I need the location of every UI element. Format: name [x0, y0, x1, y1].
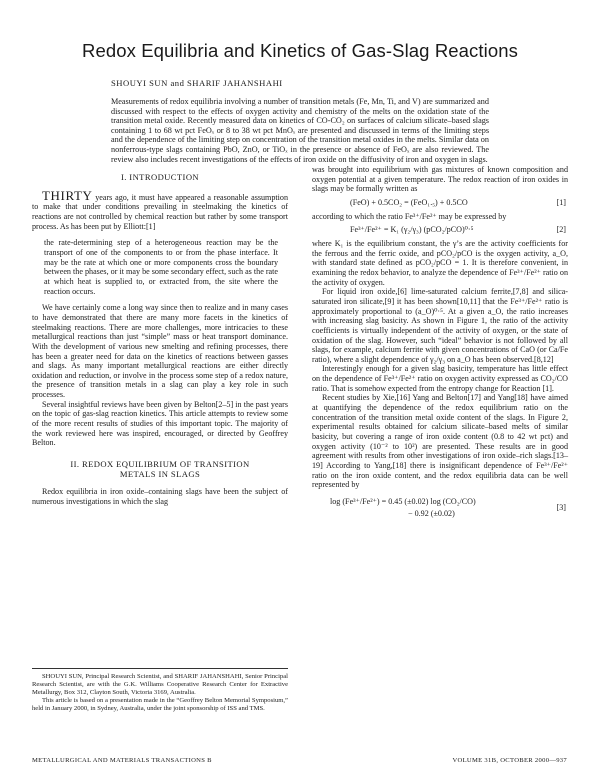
intro-paragraph-1 — [32, 187, 288, 232]
equation-3 — [312, 496, 568, 520]
article-title: Redox Equilibria and Kinetics of Gas-Slag Reactions — [82, 40, 518, 61]
equation-1 — [312, 198, 568, 208]
equation-2-number: [2] — [556, 225, 566, 235]
equation-3-number: [3] — [556, 503, 566, 512]
equation-1-number: [1] — [556, 197, 566, 207]
equation-2-expression: Fe³⁺/Fe²⁺ = K₁ (γ₂/γ₃) (pCO₂/pCO)⁰·⁵ — [350, 225, 474, 235]
footnote-presentation: This article is based on a presentation made in the “Geoffrey Belton Memorial Symposium,” held in January 2000, in Sydney, Australia, under the joint sponsorship of ISS and TMS. — [32, 696, 288, 712]
intro-paragraph-2: We have certainly come a long way since then to realize and in many cases to have demonstrated that there are many more facets in the kinetics of steelmaking reactions. There are more challenges, more intricacies to these metallurgical reactions than just “simple” mass or heat transport dominance. With the development of various new smelting and refining processes, there has been a greater need for data on the kinetics of reactions between gasses and slags. As many important metallurgical reactions are either directly oxidation and reduction, or involve in the process some step of a redox nature, the presence of transition metals in a slag can play a key role in such processes. — [32, 303, 288, 400]
right-paragraph-1: was brought into equilibrium with gas mixtures of known composition and oxygen potential at a given temperature. The redox reaction of iron oxides in slags may be formally written as — [312, 165, 568, 194]
elliott-quote: the rate-determining step of a heterogeneous reaction may be the transport of one of the components to or from the phase interface. It may be the rate at which one or more components cross the boundary between the phases, or it may be some secondary effect, such as the rate at which heat is supplied to, or extracted from, the site where the reaction occurs. — [44, 238, 278, 296]
author-line: SHOUYI SUN and SHARIF JAHANSHAHI — [111, 78, 283, 88]
equation-3-line-1: log (Fe³⁺/Fe²⁺) = 0.45 (±0.02) log (CO₂/CO) — [330, 497, 476, 506]
author-footnote — [32, 673, 288, 713]
right-paragraph-3: where K₁ is the equilibrium constant, the γ’s are the activity coefficients for the ferrous and the ferric oxide, and pCO₂/pCO is the oxygen activity, a_O, with standard state defined as pCO₂/pCO = 1. It is therefore convenient, in examining the redox behavior, to analyze the dependence of Fe³⁺/Fe²⁺ ratio on the activity of oxygen. — [312, 238, 568, 287]
section-heading-redox-2: METALS IN SLAGS — [119, 468, 201, 479]
right-paragraph-4: For liquid iron oxide,[6] lime-saturated calcium ferrite,[7,8] and silica-saturated iron silicate,[9] it has been shown[10,11] that the Fe³⁺/Fe²⁺ ratio is approximately proportional to (a_O)⁰·⁵. At a given a_O, the ratio increases with increasing slag basicity. As shown in Figure 1, the ratio of the activity coefficients is virtually independent of the activity of oxygen, or the state of oxidation of the slag. However, such “ideal” behavior is not followed by all slags, for example, calcium ferrite with given concentrations of CaO (or Ca/Fe ratio), where a slight dependence of γ₂/γ₃ on a_O has been observed.[8,12] — [312, 287, 568, 364]
volume-page-footer: VOLUME 31B, OCTOBER 2000—937 — [452, 757, 567, 764]
left-column — [32, 173, 288, 711]
redox-paragraph-1: Redox equilibria in iron oxide–containing slags have been the subject of numerous investigations in which the slag — [32, 487, 288, 507]
intro-paragraph-1-text: years ago, it must have appeared a reasonable assumption to make that under conditions prevailing in steelmaking the kinetics of reactions are not controlled by chemical reaction but rather by some transport process. As has been put by Elliott:[1] — [32, 192, 288, 231]
right-paragraph-5: Interestingly enough for a given slag basicity, temperature has little effect on the dependence of Fe³⁺/Fe²⁺ ratio on oxygen activity expressed as CO₂/CO ratio. That is somehow expected from the entropy change for Reaction [1]. — [312, 364, 568, 393]
right-column — [312, 165, 568, 520]
right-paragraph-2: according to which the ratio Fe³⁺/Fe²⁺ may be expressed by — [312, 211, 507, 221]
footnote-divider — [32, 668, 288, 669]
equation-2 — [312, 225, 568, 235]
right-paragraph-6: Recent studies by Xie,[16] Yang and Belton[17] and Yang[18] have aimed at quantifying the dependence of the redox equilibrium ratio on the concentration of the transition metal oxide content of the slags. In Figure 2, experimental results obtained for calcium silicate–based melts of similar basicity, but covering a range of iron oxide content (0.8 to 42 wt pct) and oxygen activity (10⁻² to 10²) are presented. These results are in good agreement with results from other investigations of iron oxide–rich slags.[13–19] According to Yang,[18] there is insignificant dependence of Fe³⁺/Fe²⁺ ratio on the iron oxide content, and the redox equilibria data can be well represented by — [312, 393, 568, 490]
dropcap-word: THIRTY — [42, 187, 93, 203]
intro-paragraph-3: Several insightful reviews have been given by Belton[2–5] in the past years on the topic of gas-slag reaction kinetics. This article attempts to review some of the more recent results of studies of this important topic. The majority of the work reviewed here was inspired, encouraged, or directed by Geoffrey Belton. — [32, 399, 288, 448]
section-heading-introduction: I. INTRODUCTION — [120, 172, 200, 182]
equation-3-line-2: − 0.92 (±0.02) — [408, 509, 455, 518]
section-heading-redox-1: II. REDOX EQUILIBRIUM OF TRANSITION — [70, 459, 250, 470]
equation-1-expression: (FeO) + 0.5CO₂ = (FeO₁.₅) + 0.5CO — [350, 197, 468, 207]
abstract: Measurements of redox equilibria involving a number of transition metals (Fe, Mn, Ti, and V) are summarized and discussed with respect to the effects of oxygen activity and chemistry of the melts on the oxidation state of the transition metal oxide. Recently measured data on kinetics of CO-CO₂ on surfaces of calcium silicate–based slags containing 1 to 68 wt pct FeOₓ or 8 to 38 wt pct MnOₓ are presented and discussed in terms of the limiting steps and the dependence of the limiting step on concentration of the transition metal oxides in the melts. Similar data on nonferrous-type slags containing PbO, ZnO, or TiOₓ in the presence or absence of FeOₓ are also reviewed. The review also includes recent investigations of the effects of iron oxide on the diffusivity of iron and oxygen in slags. — [111, 97, 489, 164]
journal-name-footer: METALLURGICAL AND MATERIALS TRANSACTIONS B — [32, 757, 212, 764]
footnote-affiliation: SHOUYI SUN, Principal Research Scientist, and SHARIF JAHANSHAHI, Senior Principal Research Scientist, are with the G.K. Williams Cooperative Research Center for Extractive Metallurgy, Box 312, Clayton South, Victoria 3169, Australia. — [32, 673, 288, 696]
